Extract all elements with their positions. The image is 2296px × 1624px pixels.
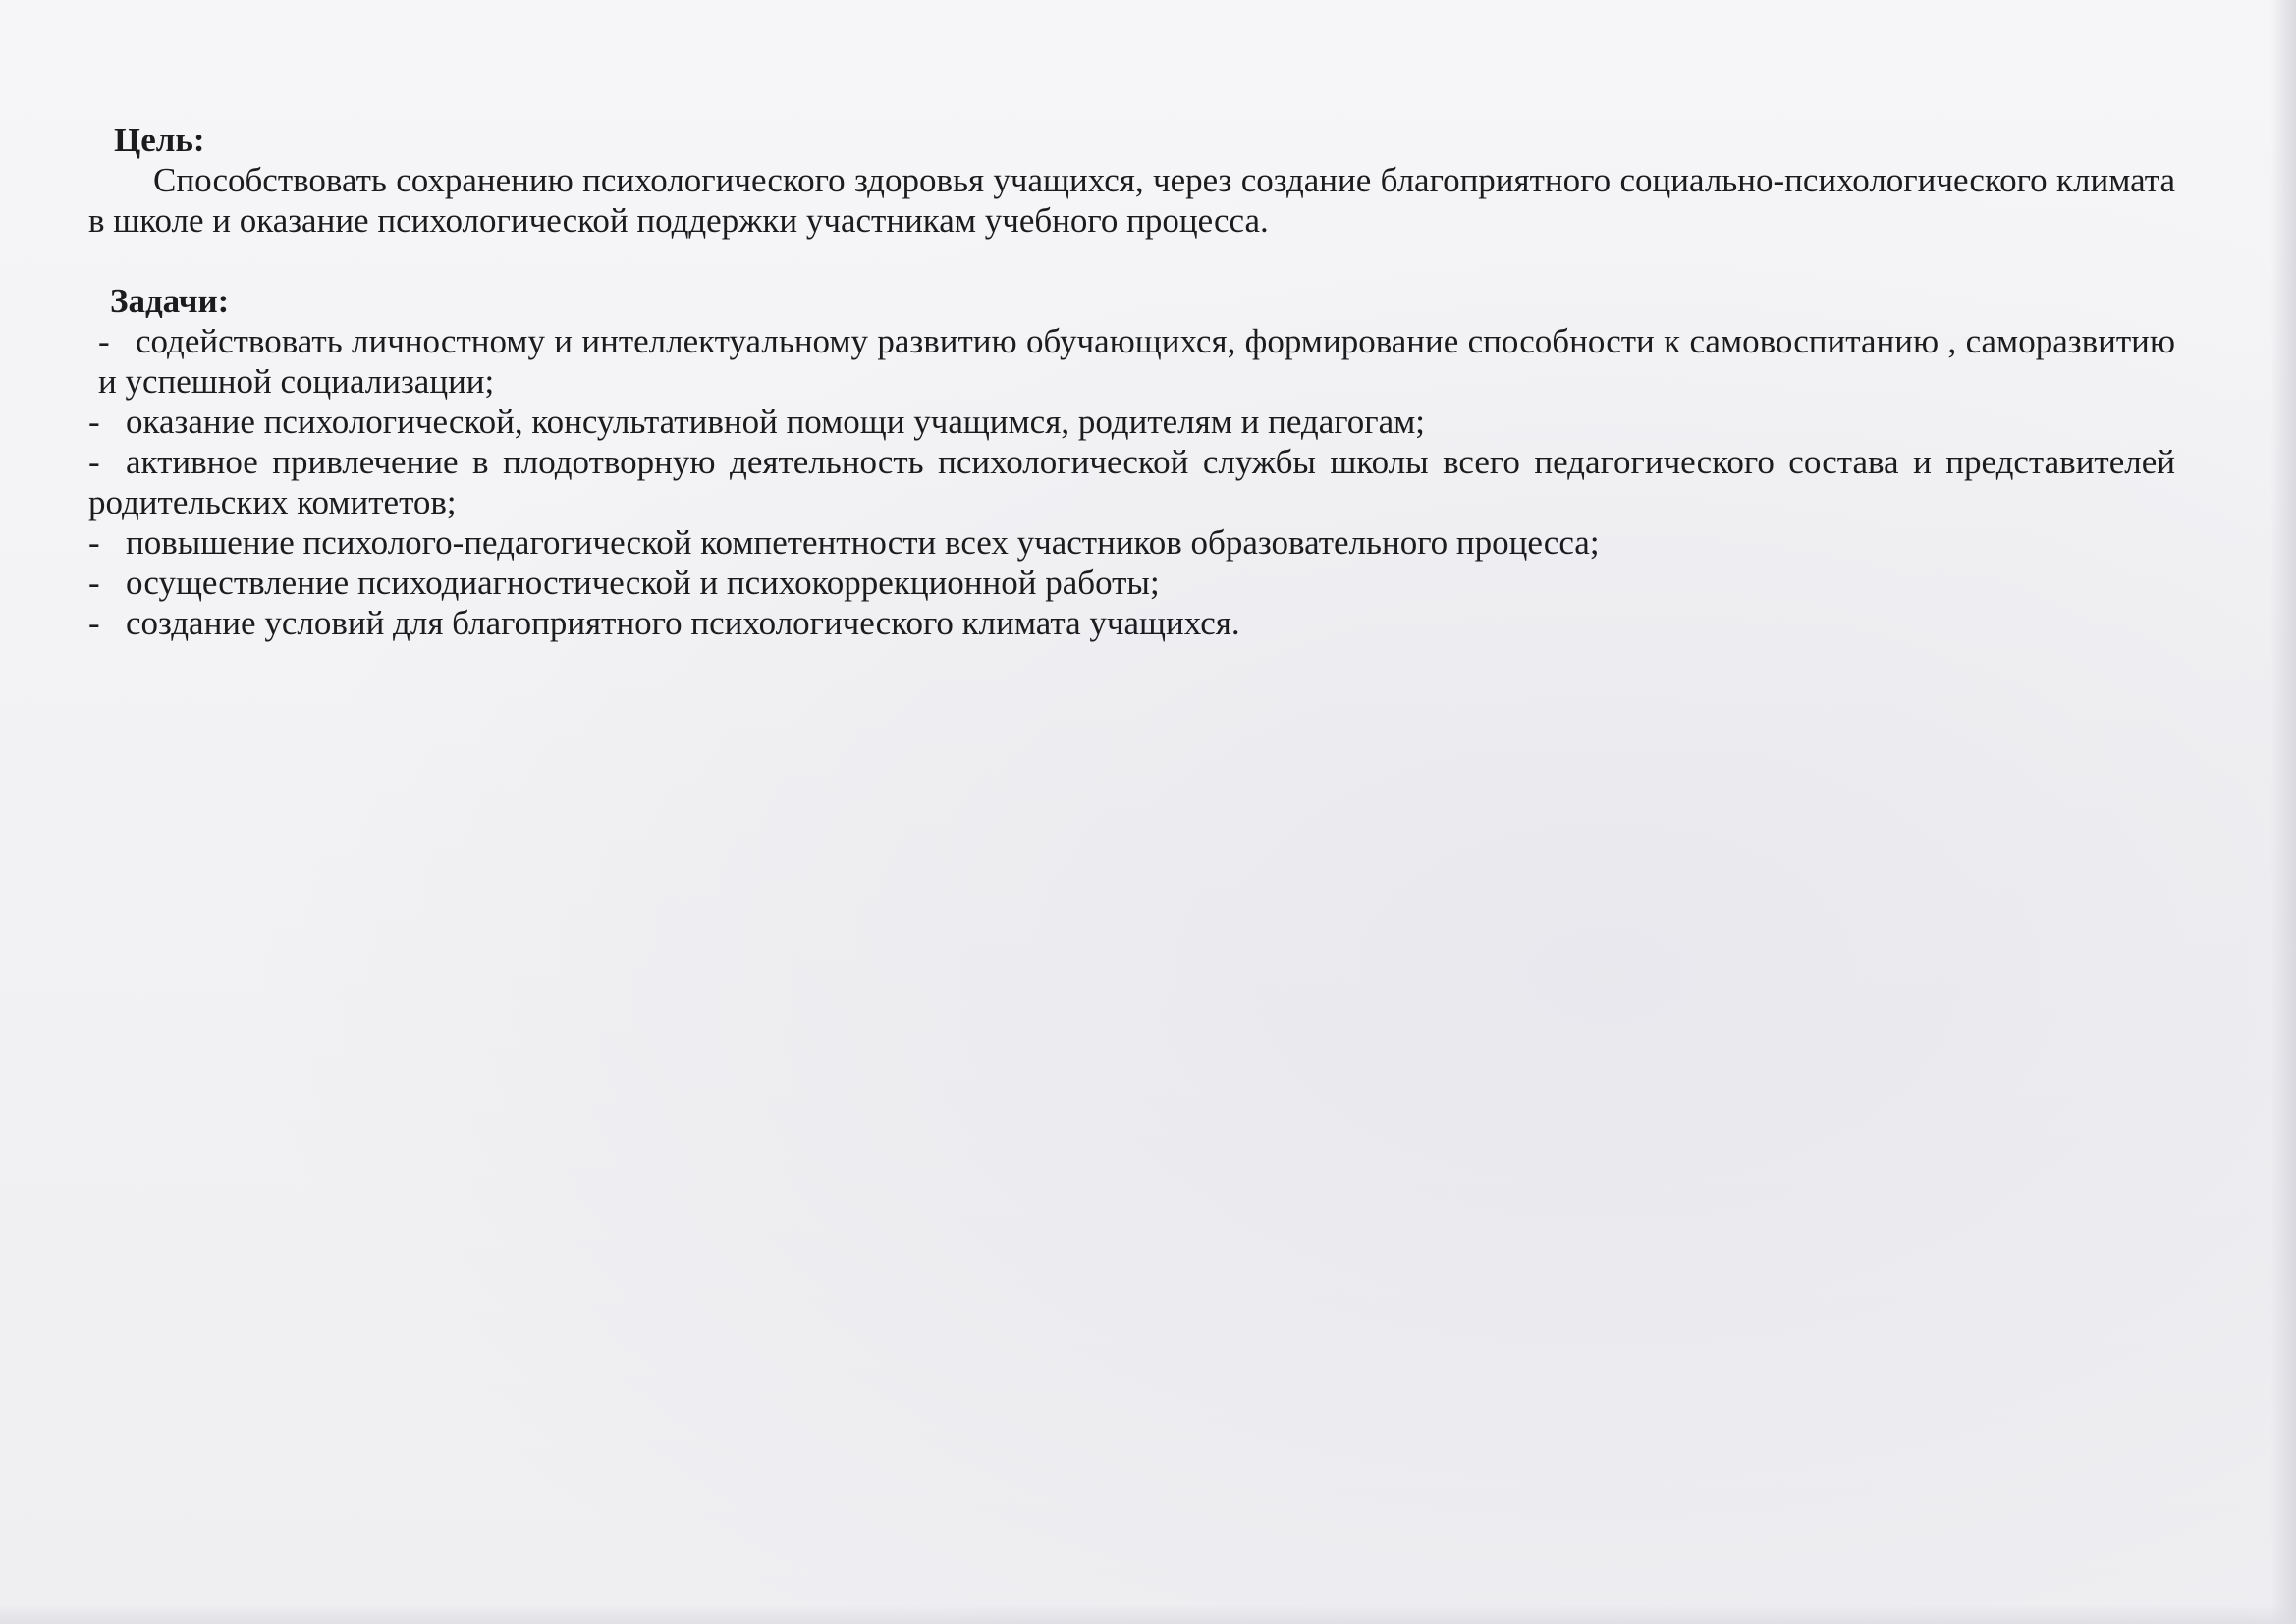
document-body [88, 120, 2175, 643]
goal-heading: Цель: [114, 121, 205, 159]
page-bottom-shadow [0, 1604, 2296, 1624]
page-edge-shadow [2270, 0, 2296, 1624]
list-dash: - [98, 322, 110, 360]
list-dash: - [88, 443, 100, 481]
task-item [88, 321, 2175, 402]
task-text: повышение психолого-педагогической компетентности всех участников образовательного процесса; [126, 523, 1600, 562]
task-text: создание условий для благоприятного психологического климата учащихся. [126, 604, 1240, 642]
task-text: содействовать личностному и интеллектуальному развитию обучающихся, формирование способности к самовоспитанию , саморазвитию и успешной социализации; [98, 322, 2175, 401]
task-text: активное привлечение в плодотворную деятельность психологической службы школы всего педагогического состава и представителей родительских комитетов; [88, 443, 2175, 521]
task-item [88, 402, 2175, 442]
task-text: оказание психологической, консультативной помощи учащимся, родителям и педагогам; [126, 403, 1426, 441]
task-item [88, 442, 2175, 522]
goal-paragraph: Способствовать сохранению психологического здоровья учащихся, через создание благоприятного социально-психологического климата в школе и оказание психологической поддержки участникам учебного процесса. [88, 161, 2175, 240]
task-item [88, 603, 2175, 643]
list-dash: - [88, 564, 100, 602]
tasks-list [88, 321, 2175, 643]
task-item [88, 522, 2175, 563]
list-dash: - [88, 604, 100, 642]
tasks-heading: Задачи: [110, 282, 230, 320]
list-dash: - [88, 523, 100, 562]
list-dash: - [88, 403, 100, 441]
task-text: осуществление психодиагностической и психокоррекционной работы; [126, 564, 1160, 602]
section-spacer [88, 241, 2175, 281]
task-item [88, 563, 2175, 603]
